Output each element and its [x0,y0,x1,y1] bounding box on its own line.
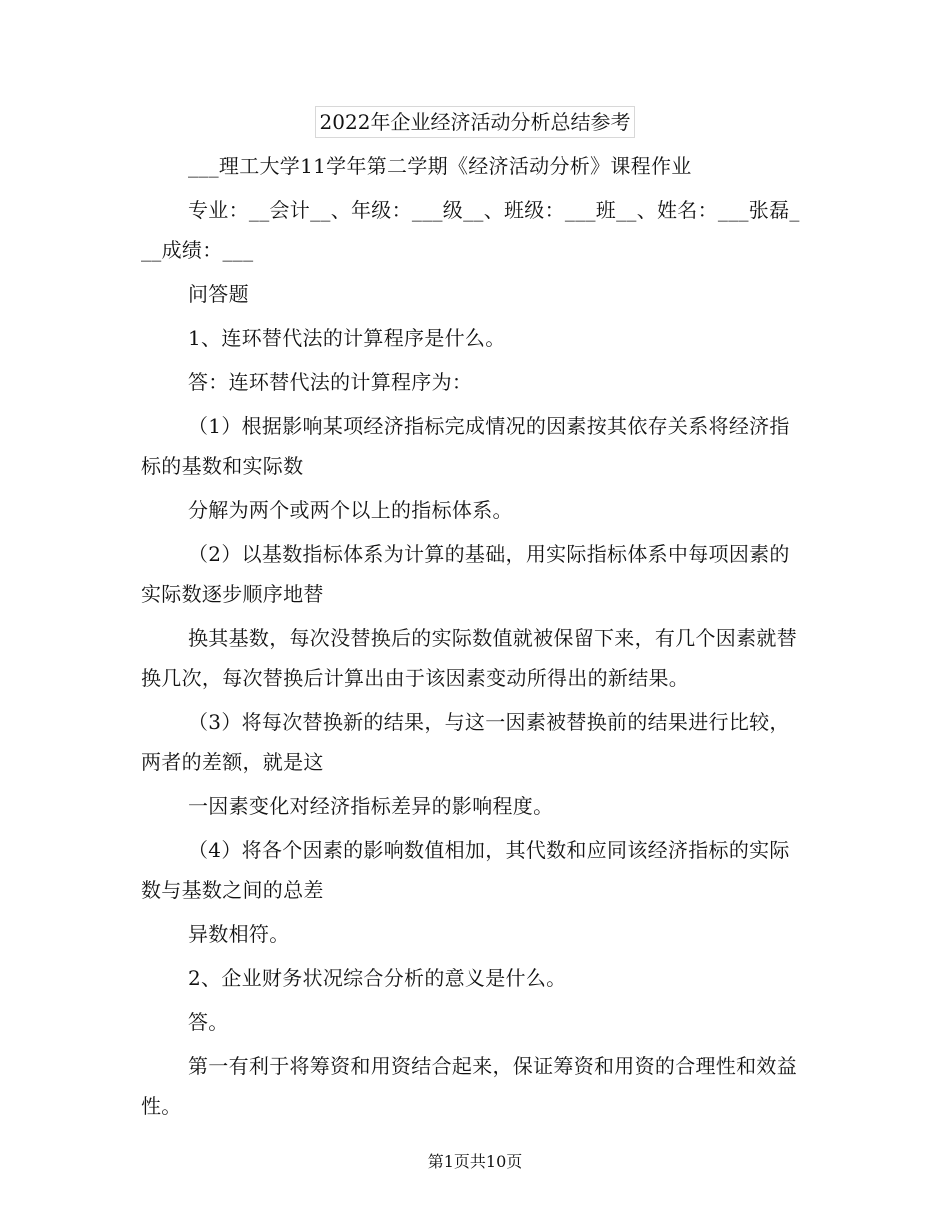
answer-1-step-4: （4）将各个因素的影响数值相加，其代数和应同该经济指标的实际数与基数之间的总差 [141,838,790,902]
answer-1-step-2-cont: 换其基数，每次没替换后的实际数值就被保留下来，有几个因素就替换几次，每次替换后计算出由于该因素变动所得出的新结果。 [141,626,797,690]
question-2: 2、企业财务状况综合分析的意义是什么。 [188,966,567,990]
document-body [141,146,809,1130]
answer-1-intro: 答：连环替代法的计算程序为： [188,370,473,394]
answer-1-step-4-cont: 异数相符。 [188,922,290,946]
student-info: 专业：__会计__、年级：___级__、班级：___班__、姓名：___张磊___成绩：___ [141,198,800,262]
question-1: 1、连环替代法的计算程序是什么。 [188,326,506,350]
answer-2-point-1: 第一有利于将筹资和用资结合起来，保证筹资和用资的合理性和效益性。 [141,1054,797,1118]
answer-1-step-1: （1）根据影响某项经济指标完成情况的因素按其依存关系将经济指标的基数和实际数 [141,414,790,478]
answer-2-intro: 答。 [188,1010,229,1034]
page-number: 第1页共10页 [427,1152,523,1171]
answer-1-step-3: （3）将每次替换新的结果，与这一因素被替换前的结果进行比较，两者的差额，就是这 [141,710,790,774]
section-heading: 问答题 [188,282,249,306]
answer-1-step-2: （2）以基数指标体系为计算的基础，用实际指标体系中每项因素的实际数逐步顺序地替 [141,542,790,606]
course-line: ___理工大学11学年第二学期《经济活动分析》课程作业 [188,154,692,178]
document-title: 2022年企业经济活动分析总结参考 [315,106,636,138]
answer-1-step-3-cont: 一因素变化对经济指标差异的影响程度。 [188,794,554,818]
answer-1-step-1-cont: 分解为两个或两个以上的指标体系。 [188,498,513,522]
title-container [0,106,950,138]
